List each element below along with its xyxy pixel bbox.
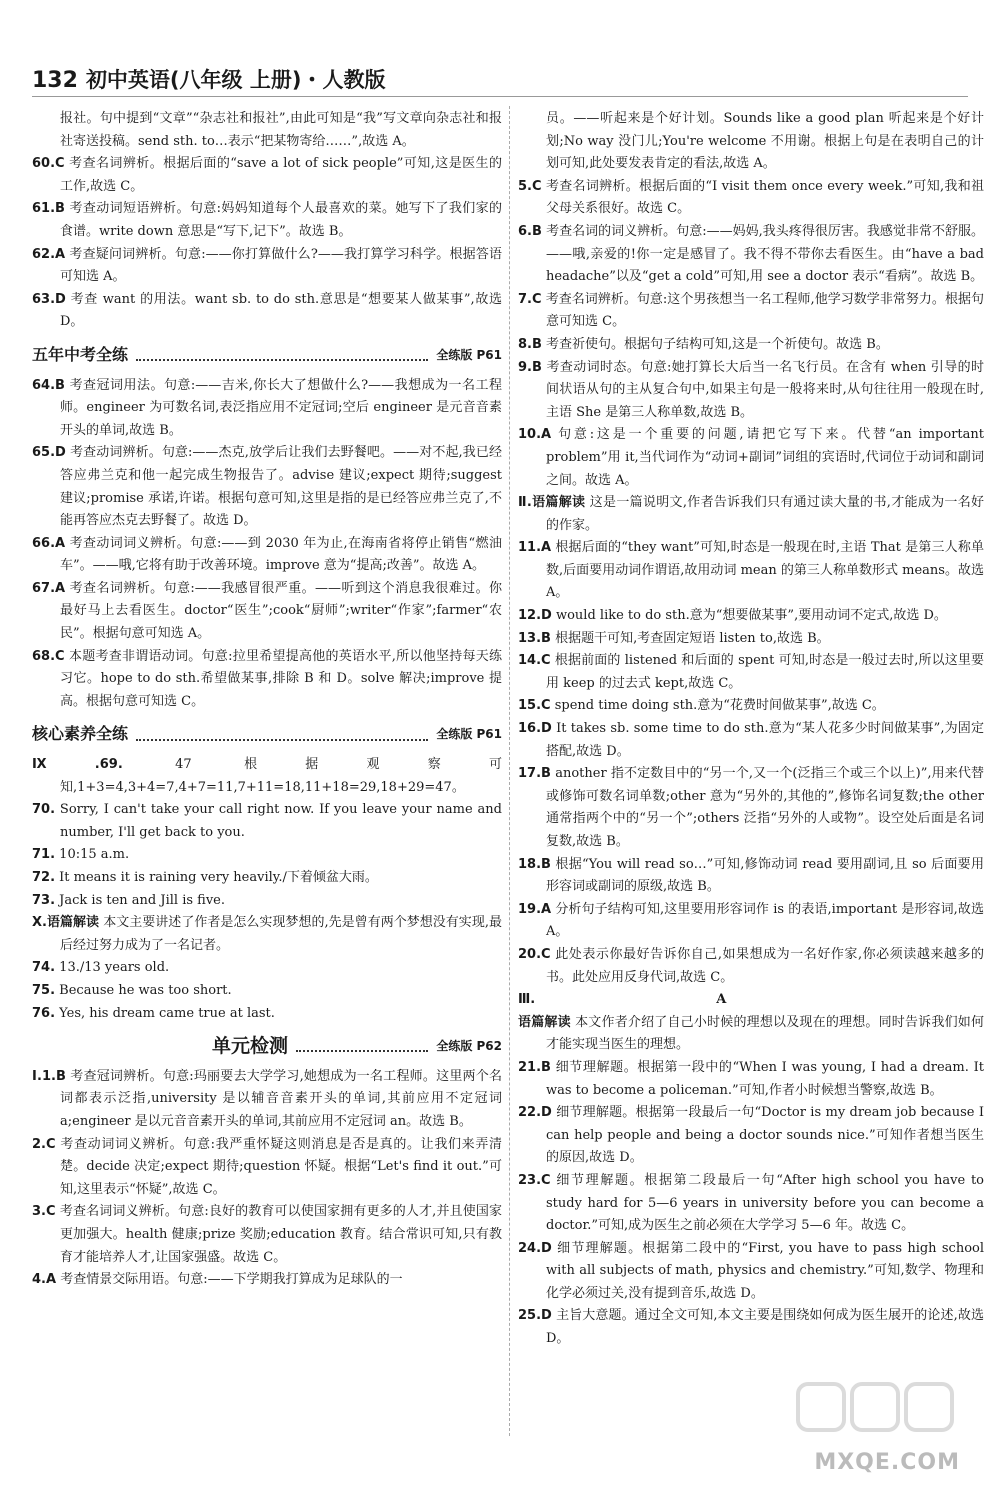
answer-item xyxy=(518,334,984,357)
item-explanation: 本题考查非谓语动词。句意:拉里希望提高他的英语水平,所以他坚持每天练习它。hope to do sth.希望做某事,排除 B 和 D。solve 解决;improve 提高。根据句意可知选 C。 xyxy=(60,648,502,709)
item-explanation: 根据后面的“they want”可知,时态是一般现在时,主语 That 是第三人称单数,后面要用动词作谓语,故用动词 mean 的第三人称单数形式 means。故选 A。 xyxy=(546,540,984,601)
answer-item xyxy=(32,867,502,890)
answer-item xyxy=(518,1305,984,1350)
item-explanation: 员。——听起来是个好计划。Sounds like a good plan 听起来是个好计划;No way 没门儿;You're welcome 不用谢。根据上句是在表明自己的计划可知,此处要发表肯定的看法,故选 A。 xyxy=(546,111,984,172)
item-explanation: 根据“You will read so…”可知,修饰动词 read 要用副词,且 so 后面要用形容词或副词的原级,故选 B。 xyxy=(546,856,984,895)
item-number: 62.A xyxy=(32,246,66,262)
item-explanation: 47 根据观察可知,1+3=4,3+4=7,4+7=11,7+11=18,11+18=29,18+29=47。 xyxy=(60,757,502,795)
dotted-leader xyxy=(136,729,428,741)
item-number: 72. xyxy=(32,870,56,885)
item-number: 3.C xyxy=(32,1204,56,1220)
column-divider xyxy=(509,106,510,1436)
watermark-text: MXQE.COM xyxy=(814,1450,960,1475)
answer-item xyxy=(518,357,984,425)
item-explanation: another 指不定数目中的“另一个,又一个(泛指三个或三个以上)”,用来代替或修饰可数名词单数;other 意为“另外的,其他的”,修饰名词复数;the other 通常指两个中的“另一个”;others 泛指“另外的人或物”。设空处后面是名词复数,故选 B。 xyxy=(546,766,984,849)
item-number: 7.C xyxy=(518,291,542,307)
answer-item xyxy=(518,1238,984,1306)
item-number: 25.D xyxy=(518,1308,552,1324)
answer-item xyxy=(32,289,502,334)
item-number: 18.B xyxy=(518,856,551,872)
item-number: 64.B xyxy=(32,377,65,393)
item-explanation: 细节理解题。根据第一段最后一句“Doctor is my dream job because I can help people and being a doctor sounds nice.”可知作者想当医生的原因,故选 D。 xyxy=(546,1105,984,1166)
answer-item xyxy=(518,944,984,989)
item-number: Ⅸ.69. xyxy=(32,757,123,773)
item-number: 14.C xyxy=(518,653,551,669)
section-title: 核心素养全练 xyxy=(32,724,129,744)
answer-item xyxy=(518,424,984,492)
section-title: 单元检测 xyxy=(212,1035,289,1058)
item-explanation: It takes sb. some time to do sth.意为“某人花多少时间做某事”,为固定搭配,故选 D。 xyxy=(546,721,984,759)
item-explanation: Jack is ten and Jill is five. xyxy=(59,892,226,908)
answer-item xyxy=(518,695,984,718)
item-number: 68.C xyxy=(32,648,65,664)
item-explanation: 分析句子结构可知,这里要用形容词作 is 的表语,important 是形容词,故选 A。 xyxy=(546,901,984,940)
item-number: 11.A xyxy=(518,540,552,556)
item-number: 5.C xyxy=(518,178,542,194)
answer-item xyxy=(32,799,502,844)
item-number: 10.A xyxy=(518,427,552,443)
item-number: 语篇解读 xyxy=(518,1014,571,1030)
item-explanation: 考查名词词义辨析。句意:良好的教育可以使国家拥有更多的人才,并且使国家更加强大。health 健康;prize 奖励;education 教育。结合常识可知,只有教育才能培养人才,让国家强盛。故选 C。 xyxy=(59,1204,503,1265)
item-explanation: 细节理解题。根据第二段最后一句“After high school you have to study hard for 5—6 years in university before you can become a doctor.”可知,成为医生之前必须在大学学习 5—6 年。故选 C。 xyxy=(546,1172,984,1234)
item-number: 12.D xyxy=(518,608,552,624)
item-number: 20.C xyxy=(518,946,551,962)
item-number: 4.A xyxy=(32,1272,57,1288)
item-number: 76. xyxy=(32,1005,56,1021)
item-explanation: 考查疑问词辨析。句意:——你打算做什么?——我打算学习科学。根据答语可知选 A。 xyxy=(60,246,502,285)
page-header xyxy=(32,64,385,94)
item-explanation: 考查冠词用法。句意:——吉米,你长大了想做什么?——我想成为一名工程师。engineer 为可数名词,表泛指应用不定冠词;空后 engineer 是元音音素开头的单词,故选 B。 xyxy=(60,377,503,438)
item-explanation: 13./13 years old. xyxy=(59,960,170,976)
item-explanation: 考查名词辨析。根据后面的“I visit them once every week.”可知,我和祖父母关系很好。故选 C。 xyxy=(545,178,984,217)
item-explanation: 考查动词短语辨析。句意:妈妈知道每个人最喜欢的菜。她写下了我们家的食谱。write down 意思是“写下,记下”。故选 B。 xyxy=(60,201,502,239)
item-number: 67.A xyxy=(32,580,66,596)
answer-item xyxy=(518,537,984,605)
answer-item xyxy=(518,492,984,537)
item-number: 61.B xyxy=(32,201,65,217)
answer-item xyxy=(32,1003,502,1026)
book-title: 初中英语(八年级 上册)・人教版 xyxy=(85,68,386,92)
item-explanation: 考查名词的词义辨析。句意:——妈妈,我头疼得很厉害。我感觉非常不舒服。——哦,亲爱的!你一定是感冒了。我不得不带你去看医生。由“have a bad headache”以及“get a cold”可知,用 see a doctor 表示“看病”。故选 B。 xyxy=(546,223,984,285)
item-explanation: 10:15 a.m. xyxy=(59,847,130,863)
item-explanation: Because he was too short. xyxy=(59,982,232,998)
item-number: 71. xyxy=(32,847,56,863)
item-number: 2.C xyxy=(32,1136,56,1152)
answer-item xyxy=(32,912,502,957)
answer-item xyxy=(32,844,502,867)
answer-item xyxy=(518,763,984,853)
section-page-ref: 全练版 P61 xyxy=(436,727,502,742)
answer-item xyxy=(518,854,984,899)
item-number: 23.C xyxy=(518,1172,551,1188)
answer-item xyxy=(32,533,502,578)
item-number: 17.B xyxy=(518,766,551,782)
answer-item xyxy=(32,980,502,1003)
item-explanation: 本文作者介绍了自己小时候的理想以及现在的理想。同时告诉我们如何才能实现当医生的理想。 xyxy=(546,1014,984,1053)
item-number: 60.C xyxy=(32,156,65,172)
item-number: 70. xyxy=(32,802,56,818)
answer-item xyxy=(32,754,502,799)
section-page-ref: 全练版 P62 xyxy=(436,1039,502,1054)
item-explanation: 细节理解题。根据第一段中的“When I was young, I had a dream. It was to become a policeman.”可知,作者小时候想当警察,故选 B。 xyxy=(546,1059,984,1098)
answer-item xyxy=(518,628,984,651)
item-number: Ⅰ.1.B xyxy=(32,1068,66,1084)
item-number: 74. xyxy=(32,960,56,976)
answer-item xyxy=(32,1134,502,1202)
item-number: 66.A xyxy=(32,535,66,551)
section-title: 五年中考全练 xyxy=(32,344,129,364)
item-explanation: 此处表示你最好告诉你自己,如果想成为一名好作家,你必须读越来越多的书。此处应用反身代词,故选 C。 xyxy=(546,946,985,985)
item-explanation: 考查祈使句。根据句子结构可知,这是一个祈使句。故选 B。 xyxy=(546,336,889,352)
item-explanation: 考查情景交际用语。句意:——下学期我打算成为足球队的一 xyxy=(60,1272,403,1288)
item-explanation: 这是一篇说明文,作者告诉我们只有通过读大量的书,才能成为一名好的作家。 xyxy=(546,495,984,533)
item-number: 63.D xyxy=(32,291,66,307)
item-explanation: would like to do sth.意为“想要做某事”,要用动词不定式,故选 D。 xyxy=(555,608,947,624)
item-number: 15.C xyxy=(518,698,551,714)
answer-item xyxy=(518,1057,984,1102)
answer-item xyxy=(518,289,984,334)
item-explanation: spend time doing sth.意为“花费时间做某事”,故选 C。 xyxy=(554,698,885,714)
item-explanation: 句意:这是一个重要的问题,请把它写下来。代替“an important problem”用 it,当代词作为“动词+副词”词组的宾语时,代词位于动词和副词之间。故选 A。 xyxy=(546,427,984,488)
item-explanation: 本文主要讲述了作者是怎么实现梦想的,先是曾有两个梦想没有实现,最后经过努力成为了一名记者。 xyxy=(60,915,502,953)
section-heading xyxy=(32,344,502,367)
passage-label xyxy=(518,989,984,1012)
item-explanation: 考查动词词义辨析。句意:——到 2030 年为止,在海南省将停止销售“燃油车”。——哦,它将有助于改善环境。improve 意为“提高;改善”。故选 A。 xyxy=(60,535,502,574)
item-explanation: 考查名词辨析。根据后面的“save a lot of sick people”可知,这是医生的工作,故选 C。 xyxy=(60,156,502,194)
answer-item xyxy=(32,442,502,532)
answer-item xyxy=(32,1066,502,1134)
item-explanation: 主旨大意题。通过全文可知,本文主要是围绕如何成为医生展开的论述,故选 D。 xyxy=(546,1308,984,1347)
item-number: 13.B xyxy=(518,630,551,646)
item-explanation: It means it is raining very heavily./下着倾盆大雨。 xyxy=(59,870,378,885)
answer-item xyxy=(518,1102,984,1170)
item-explanation: 考查动词时态。句意:她打算长大后当一名飞行员。在含有 when 引导的时间状语从句的主从复合句中,如果主句是一般将来时,从句往往用一般现在时,主语 She 是第三人称单数,故选 B。 xyxy=(546,359,984,420)
answer-item xyxy=(518,176,984,221)
item-explanation: 根据题干可知,考查固定短语 listen to,故选 B。 xyxy=(555,630,830,646)
answer-item xyxy=(518,1170,984,1238)
item-explanation: 考查冠词辨析。句意:玛丽要去大学学习,她想成为一名工程师。这里两个名词都表示泛指,university 是以辅音音素开头的单词,其前应用不定冠词 a;engineer 是以元音音素开头的单词,其前应用不定冠词 an。故选 B。 xyxy=(60,1068,502,1129)
page-number: 132 xyxy=(32,68,78,93)
item-number: 73. xyxy=(32,892,56,908)
answer-item xyxy=(518,899,984,944)
item-explanation: Sorry, I can't take your call right now. If you leave your name and number, I'll get back to you. xyxy=(59,802,502,840)
header-rule xyxy=(32,96,968,97)
right-column xyxy=(518,108,984,1351)
section-heading xyxy=(32,1035,502,1058)
section-heading xyxy=(32,723,502,746)
answer-item xyxy=(32,1201,502,1269)
answer-item xyxy=(32,375,502,443)
item-explanation: 考查名词辨析。句意:——我感冒很严重。——听到这个消息我很难过。你最好马上去看医生。doctor“医生”;cook“厨师”;writer“作家”;farmer“农民”。根据句意可知选 A。 xyxy=(60,580,502,642)
item-number: 75. xyxy=(32,982,56,998)
item-number: 22.D xyxy=(518,1105,552,1121)
item-number: 65.D xyxy=(32,445,66,461)
answer-item xyxy=(32,890,502,913)
answer-item xyxy=(32,1269,502,1292)
item-explanation: 考查 want 的用法。want sb. to do sth.意思是“想要某人做某事”,故选 D。 xyxy=(60,291,502,330)
dotted-leader xyxy=(296,1040,428,1052)
answer-item xyxy=(518,605,984,628)
answer-item xyxy=(518,221,984,289)
answer-item xyxy=(32,198,502,243)
answer-item xyxy=(518,650,984,695)
answer-item xyxy=(518,1012,984,1057)
item-number: 6.B xyxy=(518,223,542,239)
continued-text xyxy=(32,108,502,153)
dotted-leader xyxy=(136,349,428,361)
answer-item xyxy=(32,957,502,980)
item-number: Ⅱ.语篇解读 xyxy=(518,495,586,511)
item-explanation: 考查名词辨析。句意:这个男孩想当一名工程师,他学习数学非常努力。根据句意可知选 C。 xyxy=(545,291,984,330)
item-number: 19.A xyxy=(518,901,552,917)
item-number: Ⅲ. xyxy=(518,992,536,1008)
item-explanation: 根据前面的 listened 和后面的 spent 可知,时态是一般过去时,所以这里要用 keep 的过去式 kept,故选 C。 xyxy=(546,653,984,691)
item-number: 16.D xyxy=(518,721,552,737)
item-number: 21.B xyxy=(518,1059,551,1075)
item-explanation: 报社。句中提到“文章”“杂志社和报社”,由此可知是“我”写文章向杂志社和报社寄送投稿。send sth. to…表示“把某物寄给……”,故选 A。 xyxy=(60,111,502,149)
item-explanation: 考查动词词义辨析。句意:我严重怀疑这则消息是否是真的。让我们来弄清楚。decide 决定;expect 期待;question 怀疑。根据“Let's find it out.”可知,这里表示“怀疑”,故选 C。 xyxy=(60,1136,502,1197)
section-page-ref: 全练版 P61 xyxy=(436,347,502,362)
item-explanation: 考查动词辨析。句意:——杰克,放学后让我们去野餐吧。——对不起,我已经答应弗兰克和他一起完成生物报告了。advise 建议;expect 期待;suggest 建议;promise 承诺,许诺。根据句意可知,这里是指的是已经答应弗兰克了,不能再答应杰克去野餐了。故选 D。 xyxy=(60,445,502,529)
answer-item xyxy=(32,578,502,646)
item-number: 8.B xyxy=(518,336,542,352)
item-explanation: Yes, his dream came true at last. xyxy=(59,1005,275,1021)
item-number: 9.B xyxy=(518,359,542,375)
left-column xyxy=(32,108,502,1292)
answer-item xyxy=(518,718,984,763)
answer-item xyxy=(32,153,502,198)
item-number: Ⅹ.语篇解读 xyxy=(32,915,100,931)
answer-item xyxy=(32,646,502,714)
item-explanation: 细节理解题。根据第二段中的“First, you have to pass high school with all subjects of math, physics and chemistry.”可知,数学、物理和化学必须过关,没有提到音乐,故选 D。 xyxy=(546,1240,985,1301)
answer-item xyxy=(32,244,502,289)
continued-text xyxy=(518,108,984,176)
item-number: 24.D xyxy=(518,1240,552,1256)
passage-letter: A xyxy=(716,992,727,1008)
